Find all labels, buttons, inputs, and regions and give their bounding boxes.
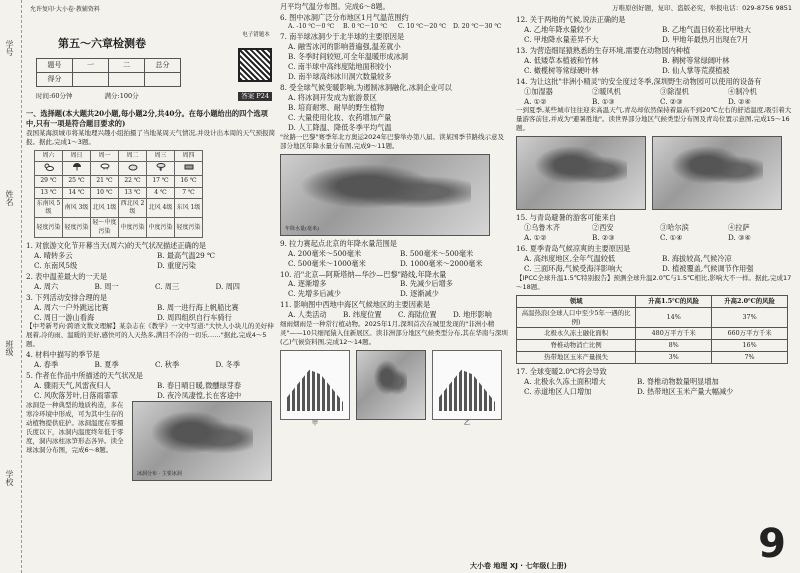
question-10 xyxy=(280,270,508,300)
score-table xyxy=(36,58,181,87)
weather-day: 周日 xyxy=(63,150,91,161)
item: ③除湿机 xyxy=(660,86,689,96)
question-intro: 【中考新考向·跨语文数文理解】某杂志在《教学》一文中写道:"大快人小块儿的美好伸展着,冷的雨、温暖的美好,感快可的人天热多,满目不冷的一切乐……"据此,完成4～5题。 xyxy=(26,322,274,349)
question-intro: 冰洞是一种典型的地质构造，多在寒冷环境中形成，可为其中生存的动植物提供庇护。冰洞温度在零摄氏度以下，冰洞内温度终年低于零度，洞内冰柱冰笋形态各异。读全球冰洞分布图，完成6～8题。 xyxy=(26,401,124,454)
option[interactable]: A. 将冰洞开发成为旅游景区 xyxy=(288,93,377,103)
weather-low: 10 ℃ xyxy=(91,187,119,198)
map-label: 冰洞分布 · 主要冰洞 xyxy=(137,471,182,478)
map-legend: 年降水量(毫米) xyxy=(285,225,319,232)
option[interactable]: B. 500毫米～500毫米 xyxy=(400,248,474,258)
weather-day: 周六 xyxy=(35,150,63,161)
climate-bars xyxy=(287,365,343,411)
option-group xyxy=(280,249,508,269)
option[interactable]: B. 春日晴日暖,微醺绿芽春 xyxy=(157,381,242,391)
table-cell: 高温热浪(全球人口中至少5年一遇的比例) xyxy=(517,307,636,328)
binding-margin xyxy=(0,0,22,573)
item: ④拉萨 xyxy=(728,223,750,233)
table-row xyxy=(517,328,788,340)
score-cell[interactable] xyxy=(145,73,181,87)
question-intro: "丝路一巴黎"赛季年北方奥运2024年巴黎举办第八届。读某国季节路线示意及部分地区年降水量分布图,完成9～11题。 xyxy=(280,132,505,150)
question-stem: 2. 表中温差最大的一天是 xyxy=(26,271,108,281)
option[interactable]: C. 大量使用化妆、农药增加产量 xyxy=(288,112,392,122)
option[interactable]: C. ①④ xyxy=(660,233,683,243)
ipcc-table xyxy=(516,295,788,364)
table-cell: 16% xyxy=(712,340,788,352)
climate-bars xyxy=(439,365,495,411)
question-stem: 4. 材料中描写的季节是 xyxy=(26,350,100,360)
weather-wind: 东风 1级 xyxy=(175,198,203,218)
exam-title: 第五～六章检测卷 xyxy=(58,37,146,50)
weather-low: 13 ℃ xyxy=(119,187,147,198)
option[interactable]: C. 周日一游山看海 xyxy=(34,312,95,322)
climate-chart-a xyxy=(280,350,350,427)
score-cell: 二 xyxy=(109,59,145,73)
option[interactable]: C. 10 ℃～20 ℃ xyxy=(398,22,447,30)
question-stem: 8. 受全球气候变暖影响,为遏制冰洞融化,冰洞企业可以 xyxy=(280,83,452,93)
option[interactable]: A. 逐渐增多 xyxy=(288,279,327,289)
question-1 xyxy=(26,241,276,271)
option[interactable]: D. 地形影响 xyxy=(453,310,492,320)
margin-label: 姓名 xyxy=(5,190,14,206)
weather-low: 4 ℃ xyxy=(147,187,175,198)
option[interactable]: D. 热带地区玉米产量大幅减少 xyxy=(637,386,734,396)
option[interactable]: A. 周六 xyxy=(34,281,59,291)
table-cell: 660万平方千米 xyxy=(712,328,788,340)
option[interactable]: A. 融雪冰河的影响普遍强,温差就小 xyxy=(288,42,401,52)
option-group xyxy=(26,381,276,401)
question-intro: 我国某海滨城市将某地理兴趣小组拍摄了当地某周天气情况,并设计出本周的天气预报简报。据此,完成1～3题。 xyxy=(26,128,276,146)
option[interactable]: B. 冬季时间较短,可全年温暖形成冰洞 xyxy=(288,52,408,62)
option[interactable]: B. 周一进行海上帆船比赛 xyxy=(157,302,239,312)
weather-air: 中度污染 xyxy=(119,218,147,238)
item: ①乌鲁木齐 xyxy=(524,223,560,233)
option[interactable]: C. 赤道地区人口增加 xyxy=(524,386,592,396)
option[interactable]: A. 骤雨天气,风雷夜归人 xyxy=(34,381,111,391)
weather-high: 16 ℃ xyxy=(175,176,203,187)
option[interactable]: C. 橄榄树等常绿硬叶林 xyxy=(524,65,599,75)
question-15 xyxy=(516,213,796,243)
weather-day: 周四 xyxy=(175,150,203,161)
option[interactable]: D. 仙人掌等荒漠植被 xyxy=(662,65,730,75)
option[interactable]: A. 春季 xyxy=(34,360,59,370)
option[interactable]: B. 脊椎动物数量明显增加 xyxy=(637,376,719,386)
question-11 xyxy=(280,300,508,320)
table-cell: 7% xyxy=(712,352,788,364)
question-9 xyxy=(280,239,508,269)
option[interactable]: A. 北极永久冻土面积增大 xyxy=(524,376,606,386)
title-panel xyxy=(26,18,276,108)
question-3 xyxy=(26,293,276,323)
option-group xyxy=(280,93,508,133)
option[interactable]: D. 1000毫米～2000毫米 xyxy=(400,258,483,268)
weather-wind: 西北风 2级 xyxy=(119,198,147,218)
option[interactable]: D. 周四组织自行车骑行 xyxy=(157,312,232,322)
table-row xyxy=(517,307,788,328)
option[interactable]: C. 先增多后减少 xyxy=(288,289,341,299)
option[interactable]: A. -10 ℃～0 ℃ xyxy=(288,22,335,30)
option[interactable]: A. 晴转多云 xyxy=(34,250,73,260)
qingdao-location-map xyxy=(652,136,782,210)
option[interactable]: B. 稠树等常绿阔叶林 xyxy=(662,55,730,65)
cloud-sun-icon xyxy=(44,163,54,171)
option[interactable]: A. 低矮草本植被和竹林 xyxy=(524,55,599,65)
option[interactable]: D. 南半球高纬冰川洞穴数量较多 xyxy=(288,72,392,82)
option-group xyxy=(516,377,746,397)
option-group xyxy=(280,23,508,32)
question-stem: 11. 影响图中西地中海区气候地区的主要因素是 xyxy=(280,300,431,310)
option-group xyxy=(26,251,276,271)
margin-label: 学号 xyxy=(5,40,14,56)
option[interactable]: C. 秋季 xyxy=(155,360,180,370)
question-stem: 17. 全球变暖2.0℃将会导致 xyxy=(516,366,607,376)
weather-table xyxy=(34,150,203,238)
weather-air: 中度污染 xyxy=(147,218,175,238)
option[interactable]: D. 周四 xyxy=(215,281,240,291)
section-heading: 一、选择题(本大题共20小题,每小题2分,共40分。在每小题给出的四个选项中,只有一项是符合题目要求的) xyxy=(26,109,268,128)
score-cell: 得分 xyxy=(37,73,73,87)
weather-air: 轻度污染 xyxy=(35,218,63,238)
column-right xyxy=(516,0,796,573)
page-number: 9 xyxy=(758,521,786,567)
table-cell: 北极永久冻土融化面积 xyxy=(517,328,636,340)
item: ②暖风机 xyxy=(592,86,621,96)
africa-map xyxy=(356,350,426,420)
table-cell: 8% xyxy=(636,340,712,352)
page-footer: 大小卷 地理 XJ · 七年级(上册) xyxy=(470,562,567,570)
option-group xyxy=(516,56,796,76)
option[interactable]: B. 夏季 xyxy=(94,360,119,370)
option[interactable]: A. 高纬度地区,全年气温较低 xyxy=(524,254,616,264)
question-stem: 12. 关于两地的气候,说法正确的是 xyxy=(516,15,626,24)
option-group xyxy=(516,25,796,45)
question-stem: 9. 拉力赛起点北京的年降水量范围是 xyxy=(280,238,397,248)
weather-wind: 北风 1级 xyxy=(91,198,119,218)
weather-high: 25 ℃ xyxy=(63,176,91,187)
option[interactable]: C. 甲地降水量差异不大 xyxy=(524,34,599,44)
option[interactable]: B. 培育耐寒、耐旱的野生植物 xyxy=(288,102,385,112)
item-group xyxy=(516,87,796,97)
option[interactable]: D. 20 ℃～30 ℃ xyxy=(453,22,502,30)
ice-cave-block xyxy=(26,401,276,481)
weather-high: 29 ℃ xyxy=(35,176,63,187)
table-header: 升高2.0℃的风险 xyxy=(712,295,788,307)
exam-full-score: 满分:100分 xyxy=(104,92,139,100)
option[interactable]: A. 人类活动 xyxy=(288,310,327,320)
copyright-note: 万唯原创好题，复印、盗版必究，举报电话：029-8756 9851 xyxy=(612,4,792,12)
question-7 xyxy=(280,32,508,82)
question-8 xyxy=(280,83,508,133)
weather-high: 17 ℃ xyxy=(147,176,175,187)
question-stem: 14. 为让这批"非洲小精灵"的安全度过冬季,深圳野生动物园可以使用的设备有 xyxy=(516,76,762,86)
answer-ref-badge: 答案 P24 xyxy=(238,92,272,101)
question-stem: 1. 对旅游文化节开幕当天(周六)的天气状况描述正确的是 xyxy=(26,240,207,250)
option[interactable]: C. 东南风5级 xyxy=(34,260,78,270)
weather-low: 13 ℃ xyxy=(35,187,63,198)
world-climate-map xyxy=(516,136,646,210)
option[interactable]: C. 风吹落芳叶,日落雨霏霏 xyxy=(34,391,118,401)
question-4 xyxy=(26,350,276,370)
question-16 xyxy=(516,244,796,274)
question-intro: 【IPCC全球升温1.5℃特别报告】预测全球升温2.0℃与1.5℃相比,影响大不一样。据此,完成17～18题。 xyxy=(516,273,792,291)
table-row xyxy=(517,340,788,352)
overcast-icon xyxy=(184,163,194,171)
option[interactable]: C. 三面环海,气候受海洋影响大 xyxy=(524,264,623,274)
question-intro: 一到夏季,某些城市往往迎来高温天气,青岛却依然保持着最高不到20℃左右的舒适温度,吸引着大量游客前往,并成为"避暑胜地"。读世界部分地区气候类型分布图及青岛位置示意图,完成15～16题。 xyxy=(516,106,792,133)
question-stem: 10. 沿"北京—阿斯塔纳—华沙—巴黎"路线,年降水量 xyxy=(280,269,447,279)
question-14 xyxy=(516,77,796,107)
margin-label: 班级 xyxy=(5,340,14,356)
question-5 xyxy=(26,371,276,401)
score-cell: 一 xyxy=(73,59,109,73)
option[interactable]: A. ①② xyxy=(524,233,547,243)
corner-note: 允许复印·大小卷·教辅资料 xyxy=(30,6,100,13)
weather-day: 周二 xyxy=(119,150,147,161)
exam-time: 时间:60分钟 xyxy=(36,92,73,100)
weather-air: 轻～中度污染 xyxy=(91,218,119,238)
option[interactable]: D. 人工降温、降低冬季平均气温 xyxy=(288,122,392,132)
option[interactable]: B. 最高气温29 ℃ xyxy=(157,250,216,260)
question-intro: 细雨烟雨是一种常行植动物。2025年1月,深圳首次在城里发现的"非洲小精灵"——10只细尾猿入住新展区。读非洲部分地区气候类型分布,其在华南与深圳(乙)气候资料图,完成12～14题。 xyxy=(280,320,508,347)
climate-label: 甲 xyxy=(311,419,318,427)
qingdao-figures xyxy=(516,136,796,210)
table-cell: 37% xyxy=(712,307,788,328)
table-cell: 480万平方千米 xyxy=(636,328,712,340)
option[interactable]: D. 植被覆盖,气候调节作用强 xyxy=(662,264,754,274)
option[interactable]: D. 甲地年最热月出现在7月 xyxy=(662,34,749,44)
snow-icon xyxy=(100,163,110,171)
option[interactable]: D. ②④ xyxy=(728,96,751,106)
weather-wind: 东南风 5级 xyxy=(35,198,63,218)
item: ①加湿器 xyxy=(524,86,553,96)
item-group xyxy=(516,223,796,233)
item: ②西安 xyxy=(592,223,614,233)
table-cell: 3% xyxy=(636,352,712,364)
margin-label: 学校 xyxy=(5,470,14,486)
option[interactable]: C. 南半球中高纬度陆地面积较小 xyxy=(288,62,392,72)
score-cell: 题号 xyxy=(37,59,73,73)
question-stem: 6. 图中冰洞广泛分布地区1月气温范围约 xyxy=(280,12,409,22)
option-group xyxy=(516,233,796,243)
climate-label: 乙 xyxy=(463,419,470,427)
score-cell[interactable] xyxy=(109,73,145,87)
column-middle xyxy=(280,0,508,573)
table-cell: 热带地区玉米产量损失 xyxy=(517,352,636,364)
question-stem: 7. 南半球冰洞少于北半球的主要原因是 xyxy=(280,32,405,42)
weather-wind: 北风 4级 xyxy=(147,198,175,218)
option[interactable]: C. 500毫米～1000毫米 xyxy=(288,258,366,268)
qr-label: 电子错题本 xyxy=(242,32,270,38)
option[interactable]: D. 夜冷凤凄惶,长在客途中 xyxy=(157,391,242,401)
exam-meta xyxy=(36,92,169,101)
option[interactable]: B. ①③ xyxy=(592,96,615,106)
option[interactable]: D. ③④ xyxy=(728,233,751,243)
option[interactable]: B. 先减少后增多 xyxy=(400,279,453,289)
option[interactable]: C. 周三 xyxy=(155,281,180,291)
score-cell[interactable] xyxy=(73,73,109,87)
weather-high: 22 ℃ xyxy=(119,176,147,187)
table-cell: 14% xyxy=(636,307,712,328)
cloud-icon xyxy=(128,163,138,171)
question-13 xyxy=(516,46,796,76)
question-6 xyxy=(280,13,508,31)
option-group xyxy=(280,310,508,320)
option[interactable]: D. 重度污染 xyxy=(157,260,196,270)
option[interactable]: B. 周一 xyxy=(94,281,119,291)
climate-chart-b xyxy=(432,350,502,427)
option[interactable]: A. 周六一户外跳远比赛 xyxy=(34,302,109,312)
option[interactable]: B. 0 ℃～10 ℃ xyxy=(343,22,388,30)
table-header: 领域 xyxy=(517,295,636,307)
option-group xyxy=(26,360,276,370)
ice-cave-map xyxy=(132,401,272,481)
item: ④制冷机 xyxy=(728,86,757,96)
weather-air: 轻度污染 xyxy=(175,218,203,238)
option[interactable]: D. 冬季 xyxy=(215,360,240,370)
option-group xyxy=(26,303,276,323)
weather-day: 周一 xyxy=(91,150,119,161)
table-cell: 脊椎动物消亡比例 xyxy=(517,340,636,352)
svg-text:* *: * * xyxy=(102,167,108,172)
weather-day: 周三 xyxy=(147,150,175,161)
thunder-icon xyxy=(156,163,166,171)
option-group xyxy=(516,97,796,107)
option[interactable]: B. 海拔较高,气候冷凉 xyxy=(662,254,732,264)
option-group xyxy=(516,254,796,274)
option[interactable]: C. 海陆位置 xyxy=(398,310,437,320)
option[interactable]: A. 200毫米～500毫米 xyxy=(288,248,362,258)
item: ③哈尔滨 xyxy=(660,223,689,233)
question-stem: 5. 作者在作品中所描述的天气状况是 xyxy=(26,371,143,381)
question-stem: 13. 为营造细尾猿熟悉的生存环境,需要在动物园内种植 xyxy=(516,45,691,55)
weather-wind: 南风 3级 xyxy=(63,198,91,218)
qr-code-icon[interactable] xyxy=(238,48,272,82)
option[interactable]: B. 乙地气温日较差比甲地大 xyxy=(662,24,751,34)
question-17 xyxy=(516,367,796,397)
option[interactable]: D. 逐渐减少 xyxy=(400,289,439,299)
option[interactable]: A. ①② xyxy=(524,96,547,106)
table-header: 升高1.5℃的风险 xyxy=(636,295,712,307)
question-2 xyxy=(26,272,276,292)
question-stem: 16. 夏季青岛气候凉爽的主要原因是 xyxy=(516,244,631,254)
column-left xyxy=(26,0,276,573)
weather-low: 14 ℃ xyxy=(63,187,91,198)
precipitation-map xyxy=(280,154,490,236)
weather-low: 7 ℃ xyxy=(175,187,203,198)
question-stem: 3. 下列活动安排合理的是 xyxy=(26,292,108,302)
table-row xyxy=(517,352,788,364)
option[interactable]: A. 乙地年降水量较少 xyxy=(524,24,592,34)
question-12 xyxy=(516,15,796,45)
climate-figures xyxy=(280,350,508,427)
option[interactable]: B. 纬度位置 xyxy=(343,310,382,320)
score-cell: 总分 xyxy=(145,59,181,73)
option-group xyxy=(280,42,508,82)
weather-high: 21 ℃ xyxy=(91,176,119,187)
option-group xyxy=(280,279,508,299)
umbrella-rain-icon xyxy=(72,163,82,171)
option[interactable]: B. ②③ xyxy=(592,233,615,243)
question-intro: 月平均气温分布图。完成6～8题。 xyxy=(280,2,390,11)
option-group xyxy=(26,282,276,292)
option[interactable]: C. ②③ xyxy=(660,96,683,106)
weather-air: 轻度污染 xyxy=(63,218,91,238)
question-stem: 15. 与青岛避暑的游客可能来自 xyxy=(516,213,616,223)
